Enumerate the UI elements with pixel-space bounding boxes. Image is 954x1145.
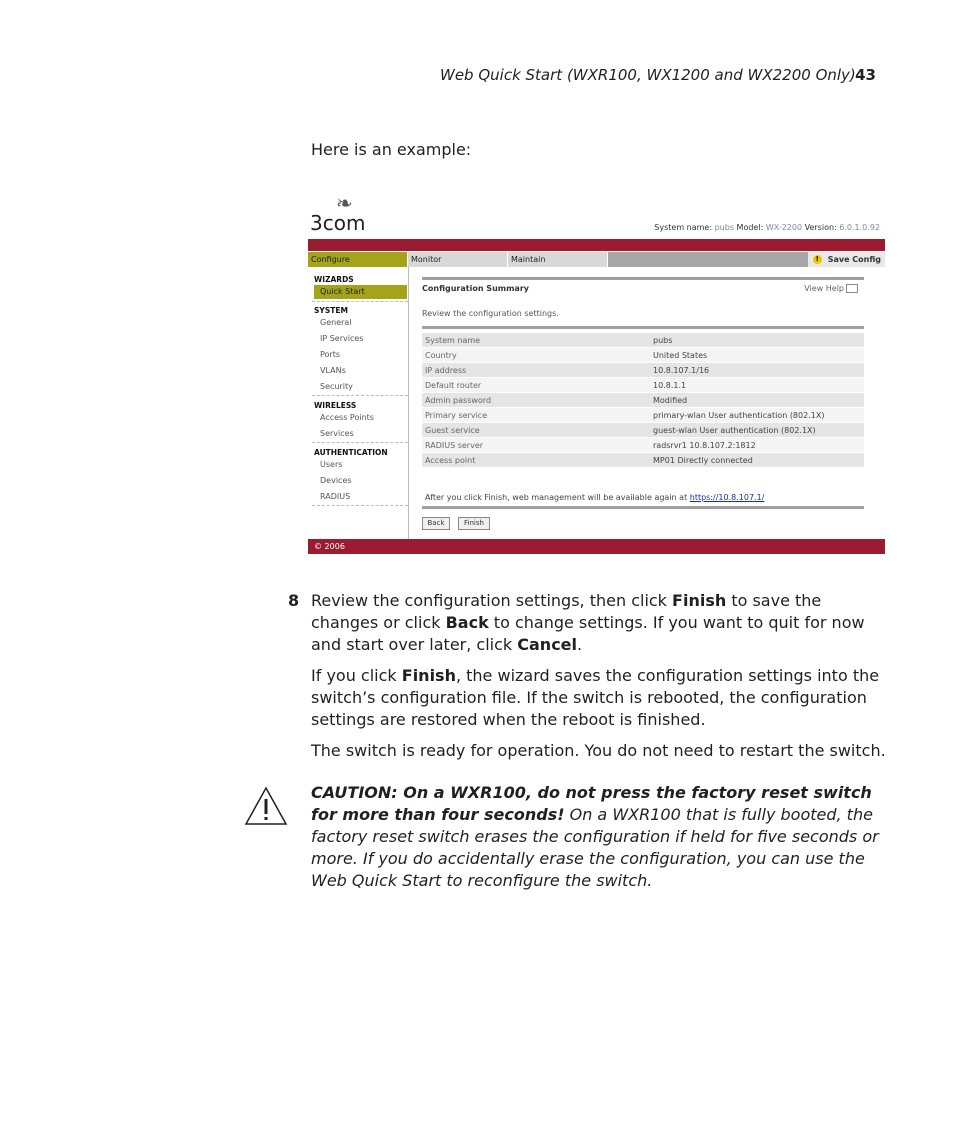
web-ui-screenshot [308, 183, 885, 555]
finish-term: Finish [672, 591, 727, 610]
row-key: Access point [422, 453, 650, 468]
sidebar-item-users[interactable]: Users [320, 460, 343, 469]
3com-logo-text: 3com [310, 211, 366, 235]
sidebar [308, 267, 409, 539]
row-key: Primary service [422, 408, 650, 423]
tab-maintain[interactable]: Maintain [508, 252, 608, 267]
row-value: United States [650, 348, 864, 363]
system-info [654, 223, 880, 232]
row-value: guest-wlan User authentication (802.1X) [650, 423, 864, 438]
book-icon [846, 284, 858, 293]
row-value: 10.8.107.1/16 [650, 363, 864, 378]
view-help-label: View Help [804, 284, 844, 293]
running-header [440, 66, 876, 84]
finish-button[interactable]: Finish [458, 517, 490, 530]
caution-note [311, 782, 893, 892]
sidebar-item-radius[interactable]: RADIUS [320, 492, 351, 501]
top-bar [308, 239, 885, 251]
sidebar-divider [312, 442, 408, 443]
sidebar-divider [312, 301, 408, 302]
step-paragraph-2 [311, 665, 889, 731]
model-label: Model: [736, 223, 764, 232]
save-config-button[interactable] [808, 252, 885, 267]
step-paragraph-1 [311, 590, 889, 656]
table-row [422, 423, 864, 438]
sidebar-divider [312, 395, 408, 396]
table-row [422, 438, 864, 453]
row-value: 10.8.1.1 [650, 378, 864, 393]
sidebar-item-security[interactable]: Security [320, 382, 353, 391]
sidebar-section-authentication: AUTHENTICATION [314, 448, 388, 457]
back-term: Back [445, 613, 489, 632]
sidebar-divider [312, 505, 408, 506]
system-name-label: System name: [654, 223, 713, 232]
row-key: Default router [422, 378, 650, 393]
table-row [422, 453, 864, 468]
sidebar-item-general[interactable]: General [320, 318, 352, 327]
model-value: WX-2200 [765, 223, 803, 232]
row-value: MP01 Directly connected [650, 453, 864, 468]
row-key: Admin password [422, 393, 650, 408]
text: , the wizard saves the configuration settings into the switch’s configuration file. If the switch is rebooted, the configuration settings are restored when the reboot is finished. [311, 666, 880, 729]
row-key: Guest service [422, 423, 650, 438]
footer-bar [308, 539, 885, 554]
row-value: Modified [650, 393, 864, 408]
page-title: Configuration Summary [422, 284, 529, 293]
table-row [422, 393, 864, 408]
table-row [422, 363, 864, 378]
sidebar-item-ip-services[interactable]: IP Services [320, 334, 364, 343]
table-row [422, 348, 864, 363]
finish-term: Finish [401, 666, 456, 685]
copyright: © 2006 [314, 542, 345, 551]
text: to save the changes or click [311, 591, 822, 632]
instruction-text: Review the configuration settings. [422, 309, 559, 318]
table-row [422, 378, 864, 393]
tab-configure[interactable]: Configure [308, 252, 408, 267]
main-divider [422, 506, 864, 509]
after-finish-note [425, 493, 764, 502]
step-number: 8 [288, 591, 300, 610]
main-divider [422, 326, 864, 329]
intro-text: Here is an example: [311, 140, 472, 159]
text: to change settings. If you want to quit for now and start over later, click [311, 613, 865, 654]
caution-icon [244, 786, 288, 830]
row-key: System name [422, 333, 650, 348]
row-key: RADIUS server [422, 438, 650, 453]
sidebar-item-devices[interactable]: Devices [320, 476, 352, 485]
text: Review the configuration settings, then click [311, 591, 673, 610]
summary-table [422, 333, 864, 468]
sidebar-item-access-points[interactable]: Access Points [320, 413, 374, 422]
table-row [422, 333, 864, 348]
sidebar-item-quick-start[interactable]: Quick Start [314, 285, 407, 299]
back-button[interactable]: Back [422, 517, 450, 530]
sidebar-item-ports[interactable]: Ports [320, 350, 341, 359]
after-finish-text: After you click Finish, web management will be available again at [425, 493, 688, 502]
table-row [422, 408, 864, 423]
text: If you click [311, 666, 402, 685]
nav-bar [308, 252, 885, 267]
cancel-term: Cancel [517, 635, 578, 654]
sidebar-item-vlans[interactable]: VLANs [320, 366, 346, 375]
sidebar-item-services[interactable]: Services [320, 429, 354, 438]
sidebar-section-wireless: WIRELESS [314, 401, 357, 410]
sidebar-section-system: SYSTEM [314, 306, 348, 315]
system-name-value: pubs [714, 223, 734, 232]
row-value: pubs [650, 333, 864, 348]
warning-icon: ! [813, 255, 822, 264]
version-label: Version: [804, 223, 837, 232]
view-help-link[interactable] [804, 284, 858, 293]
row-key: Country [422, 348, 650, 363]
step-paragraph-3: The switch is ready for operation. You do not need to restart the switch. [311, 741, 886, 760]
caution-bold: CAUTION: On a WXR100, do not press the factory reset switch for more than four seconds! [311, 783, 872, 824]
row-value: primary-wlan User authentication (802.1X) [650, 408, 864, 423]
tab-monitor[interactable]: Monitor [408, 252, 508, 267]
caution-text: On a WXR100 that is fully booted, the factory reset switch erases the configuration if held for five seconds or more. If you do accidentally erase the configuration, you can use the Web Quick Start to reconfigure the switch. [311, 805, 879, 890]
row-value: radsrvr1 10.8.107.2:1812 [650, 438, 864, 453]
sidebar-section-wizards: WIZARDS [314, 275, 354, 284]
3com-logo-icon: ❧ [336, 191, 353, 215]
page-number: 43 [855, 66, 876, 84]
main-divider [422, 277, 864, 280]
management-url-link[interactable]: https://10.8.107.1/ [689, 493, 765, 502]
save-config-label: Save Config [827, 255, 881, 264]
row-key: IP address [422, 363, 650, 378]
running-title: Web Quick Start (WXR100, WX1200 and WX2200 Only) [440, 66, 856, 84]
version-value: 6.0.1.0.92 [839, 223, 880, 232]
text: . [577, 635, 583, 654]
